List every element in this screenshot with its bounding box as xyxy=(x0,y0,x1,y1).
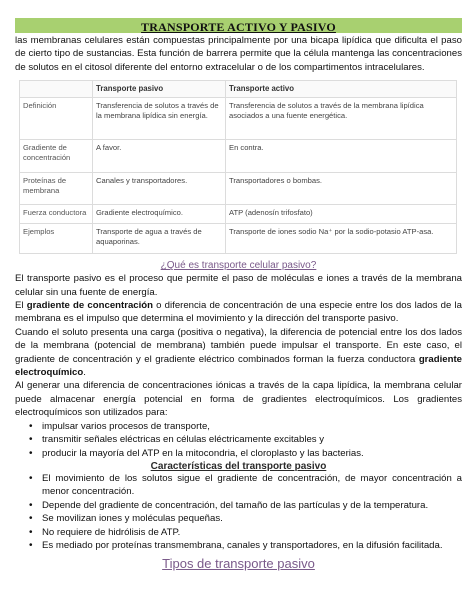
bold-term-concentration-gradient: gradiente de concentración xyxy=(26,300,153,312)
cell-passive: A favor. xyxy=(93,140,226,173)
table-row xyxy=(20,140,457,173)
section-heading-characteristics: Características del transporte pasivo xyxy=(150,460,327,472)
characteristics-list xyxy=(15,472,462,552)
list-item: • producir la mayoría del ATP en la mitocondria, el cloroplasto y las bacterias. xyxy=(15,447,462,460)
table-row xyxy=(20,173,457,205)
text-span: . xyxy=(83,367,86,379)
intro-paragraph: las membranas celulares están compuestas principalmente por una bicapa lipídica que dificulta el paso de cierto tipo de sustancias. Esta función de barrera permite que la célula mantenga las concentraciones de solutos en el citosol diferente del entorno extracelular o de los compartimentos intracelulares. xyxy=(15,35,462,73)
text-span: o diferencia de concentración de una especie entre los dos lados de la membrana es el impulso que determina el movimiento y la dirección del transporte pasivo. xyxy=(15,300,462,325)
list-item: • El movimiento de los solutos sigue el gradiente de concentración, de mayor concentración a menor concentración. xyxy=(15,472,462,499)
table-header-row xyxy=(20,81,457,98)
cell-active: ATP (adenosín trifosfato) xyxy=(226,205,457,224)
paragraph-concentration-gradient xyxy=(15,299,462,326)
row-label: Definición xyxy=(20,98,93,140)
text-span: Cuando el soluto presenta una carga (positiva o negativa), la diferencia de potencial entre los dos lados de la membrana (potencial de membrana) también puede impulsar el transporte. En este caso, el gradiente de concentración y el gradiente eléctrico combinados forman la fuerza conductora xyxy=(15,326,462,365)
comparison-table xyxy=(19,80,457,254)
cell-active: Transferencia de solutos a través de la membrana lipídica asociados a una fuente energética. xyxy=(226,98,457,140)
list-item: • Depende del gradiente de concentración, del tamaño de las partículas y de la temperatura. xyxy=(15,499,462,512)
cell-passive: Transporte de agua a través de aquaporinas. xyxy=(93,224,226,254)
document-title-bar xyxy=(15,18,462,33)
paragraph-definition: El transporte pasivo es el proceso que permite el paso de moléculas e iones a través de la membrana celular sin una fuente de energía. xyxy=(15,273,462,298)
list-item: • No requiere de hidrólisis de ATP. xyxy=(15,526,462,539)
table-row xyxy=(20,205,457,224)
cell-passive: Transferencia de solutos a través de la membrana lipídica sin energía. xyxy=(93,98,226,140)
list-item: • impulsar varios procesos de transporte, xyxy=(15,420,462,433)
cell-active: Transportadores o bombas. xyxy=(226,173,457,205)
table-row xyxy=(20,98,457,140)
uses-list xyxy=(15,420,462,460)
cell-active: Transporte de iones sodio Na⁺ por la sodio-potasio ATP-asa. xyxy=(226,224,457,254)
cell-passive: Canales y transportadores. xyxy=(93,173,226,205)
cell-passive: Gradiente electroquímico. xyxy=(93,205,226,224)
row-label: Fuerza conductora xyxy=(20,205,93,224)
paragraph-potential-energy: Al generar una diferencia de concentraciones iónicas a través de la capa lipídica, la membrana celular puede almacenar energía potencial en forma de gradientes electroquímicos. Los gradientes electroquímicos son utilizados para: xyxy=(15,380,462,419)
list-item: • transmitir señales eléctricas en células eléctricamente excitables y xyxy=(15,433,462,446)
paragraph-electrochemical xyxy=(15,326,462,380)
table-header-passive: Transporte pasivo xyxy=(93,81,226,98)
cell-active: En contra. xyxy=(226,140,457,173)
text-span: El xyxy=(15,300,27,312)
table-header-active: Transporte activo xyxy=(226,81,457,98)
section-heading-what-is: ¿Qué es transporte celular pasivo? xyxy=(160,260,317,272)
list-item: • Es mediado por proteínas transmembrana, canales y transportadores, en la difusión facilitada. xyxy=(15,539,462,552)
row-label: Gradiente de concentración xyxy=(20,140,93,173)
table-header-empty xyxy=(20,81,93,98)
row-label: Proteínas de membrana xyxy=(20,173,93,205)
table-row xyxy=(20,224,457,254)
document-page xyxy=(15,18,462,571)
list-item: • Se movilizan iones y moléculas pequeñas. xyxy=(15,512,462,525)
document-title: TRANSPORTE ACTIVO Y PASIVO xyxy=(141,20,336,34)
bold-term-electrochemical-gradient: gradiente electroquímico xyxy=(15,353,462,379)
section-heading-types: Tipos de transporte pasivo xyxy=(162,556,315,572)
row-label: Ejemplos xyxy=(20,224,93,254)
